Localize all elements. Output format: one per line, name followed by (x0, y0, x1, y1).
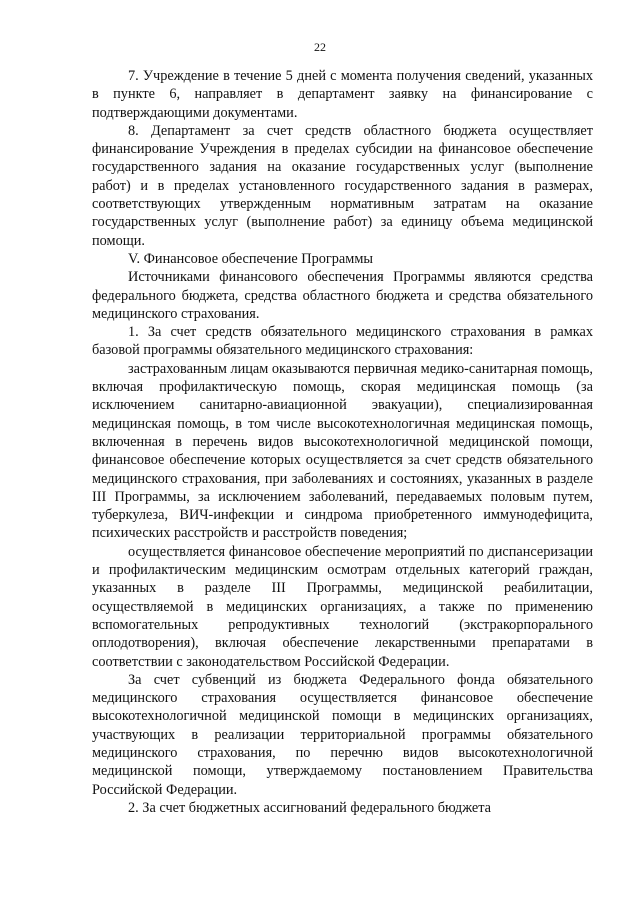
paragraph-item-2: 2. За счет бюджетных ассигнований федерального бюджета (128, 799, 491, 816)
paragraph-item-1: 1. За счет средств обязательного медицинского страхования в рамках базовой программы обязательного медицинского страхования: (92, 324, 593, 359)
section-heading: V. Финансовое обеспечение Программы (128, 250, 373, 267)
paragraph-8: 8. Департамент за счет средств областного бюджета осуществляет финансирование Учреждения в пределах субсидии на финансовое обеспечение государственного задания на оказание государственных услуг (выполнение работ) и в пределах установленного государственного задания в размерах, соответствующих утвержденным нормативным затратам на оказание государственных услуг (выполнение работ) за единицу объема медицинской помощи. (92, 122, 593, 249)
paragraph-subventions: За счет субвенций из бюджета Федерального фонда обязательного медицинского страхования осуществляется финансовое обеспечение высокотехнологичной медицинской помощи в медицинских организациях, участвующих в реализации территориальной программы обязательного медицинского страхования, по перечню видов высокотехнологичной медицинской помощи, утверждаемому постановлением Правительства Российской Федерации. (92, 671, 593, 798)
paragraph-item-1-b: осуществляется финансовое обеспечение мероприятий по диспансеризации и профилактическим медицинским осмотрам отдельных категорий граждан, указанных в разделе III Программы, медицинской реабилитации, осуществляемой в медицинских организациях, а также по применению вспомогательных репродуктивных технологий (экстракорпорального оплодотворения), включая обеспечение лекарственными препаратами в соответствии с законодательством Российской Федерации. (92, 543, 593, 670)
paragraph-7: 7. Учреждение в течение 5 дней с момента получения сведений, указанных в пункте 6, направляет в департамент заявку на финансирование с подтверждающими документами. (92, 68, 593, 121)
page-number: 22 (314, 40, 326, 54)
document-body (92, 67, 593, 817)
paragraph-item-1-a: застрахованным лицам оказываются первичная медико-санитарная помощь, включая профилактическую помощь, скорая медицинская помощь (за исключением санитарно-авиационной эвакуации), специализированная медицинская помощь, в том числе высокотехнологичная медицинская помощь, включенная в перечень видов высокотехнологичной медицинской помощи, финансовое обеспечение которых осуществляется за счет средств обязательного медицинского страхования, при заболеваниях и состояниях, указанных в разделе III Программы, за исключением заболеваний, передаваемых половым путем, туберкулеза, ВИЧ-инфекции и синдрома приобретенного иммунодефицита, психических расстройств и расстройств поведения; (92, 360, 593, 542)
paragraph-sources: Источниками финансового обеспечения Программы являются средства федерального бюджета, средства областного бюджета и средства обязательного медицинского страхования. (92, 269, 593, 322)
